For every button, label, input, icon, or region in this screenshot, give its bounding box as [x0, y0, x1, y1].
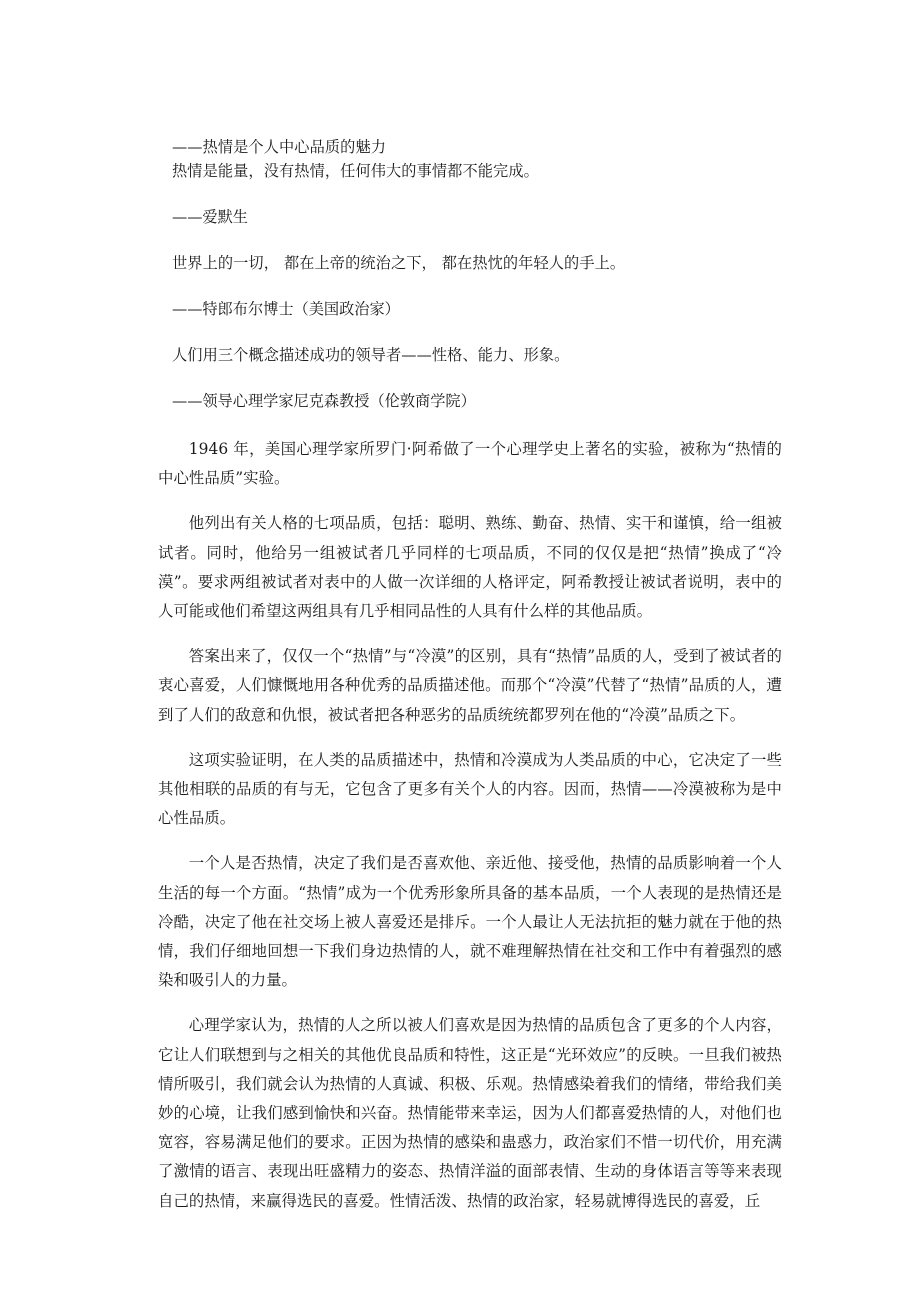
- quote-text-emerson: 热情是能量，没有热情，任何伟大的事情都不能完成。: [172, 162, 539, 180]
- paragraph-conclusion: 这项实验证明，在人类的品质描述中，热情和冷漠成为人类品质的中心，它决定了一些其他相联的品质的有与无，它包含了更多有关个人的内容。因而，热情——冷漠被称为是中心性品质。: [158, 750, 782, 828]
- paragraph-results: 答案出来了，仅仅一个“热情”与“冷漠”的区别，具有“热情”品质的人，受到了被试者的衷心喜爱，人们慷慨地用各种优秀的品质描述他。而那个“冷漠”代替了“热情”品质的人，遭到了人们的敌意和仇恨，被试者把各种恶劣的品质统统都罗列在他的“冷漠”品质之下。: [158, 647, 782, 724]
- paragraph-seven-qualities: 他列出有关人格的七项品质，包括：聪明、熟练、勤奋、热情、实干和谨慎，给一组被试者。同时，他给另一组被试者几乎同样的七项品质，不同的仅仅是把“热情”换成了“冷漠”。要求两组被试者对表中的人做一次详细的人格评定，阿希教授让被试者说明，表中的人可能或他们希望这两组具有几乎相同品性的人具有什么样的其他品质。: [158, 514, 782, 621]
- spacer: [158, 275, 782, 297]
- paragraph-personal-charm: 一个人是否热情，决定了我们是否喜欢他、亲近他、接受他，热情的品质影响着一个人生活的每一个方面。“热情”成为一个优秀形象所具备的基本品质，一个人表现的是热情还是冷酷，决定了他在社交场上被人喜爱还是排斥。一个人最让人无法抗拒的魅力就在于他的热情，我们仔细地回想一下我们身边热情的人，就不难理解热情在社交和工作中有着强烈的感染和吸引人的力量。: [158, 854, 782, 990]
- spacer: [158, 183, 782, 205]
- spacer: [158, 229, 782, 251]
- paragraph-asch-experiment: 1946 年，美国心理学家所罗门·阿希做了一个心理学史上著名的实验，被称为“热情的中心性品质”实验。: [158, 440, 782, 488]
- attribution-emerson: ——爱默生: [172, 208, 248, 226]
- spacer: [158, 321, 782, 343]
- spacer: [158, 367, 782, 389]
- paragraph-halo-effect: 心理学家认为，热情的人之所以被人们喜欢是因为热情的品质包含了更多的个人内容，它让人们联想到与之相关的其他优良品质和特性，这正是“光环效应”的反映。一旦我们被热情所吸引，我们就会认为热情的人真诚、积极、乐观。热情感染着我们的情绪，带给我们美妙的心境，让我们感到愉快和兴奋。热情能带来幸运，因为人们都喜爱热情的人，对他们也宽容，容易满足他们的要求。正因为热情的感染和蛊惑力，政治家们不惜一切代价，用充满了激情的语言、表现出旺盛精力的姿态、热情洋溢的面部表情、生动的身体语言等等来表现自己的热情，来赢得选民的喜爱。性情活泼、热情的政治家，轻易就博得选民的喜爱，丘: [158, 1016, 782, 1210]
- epigraph-title: ——热情是个人中心品质的魅力: [172, 138, 387, 156]
- spacer: [158, 413, 782, 435]
- attribution-trumbull: ——特郎布尔博士（美国政治家）: [172, 300, 400, 318]
- quote-text-leadership: 人们用三个概念描述成功的领导者——性格、能力、形象。: [172, 346, 570, 364]
- quote-text-trumbull: 世界上的一切， 都在上帝的统治之下， 都在热忱的年轻人的手上。: [172, 254, 626, 272]
- attribution-nixon: ——领导心理学家尼克森教授（伦敦商学院）: [172, 392, 476, 410]
- document-body: [158, 135, 782, 1216]
